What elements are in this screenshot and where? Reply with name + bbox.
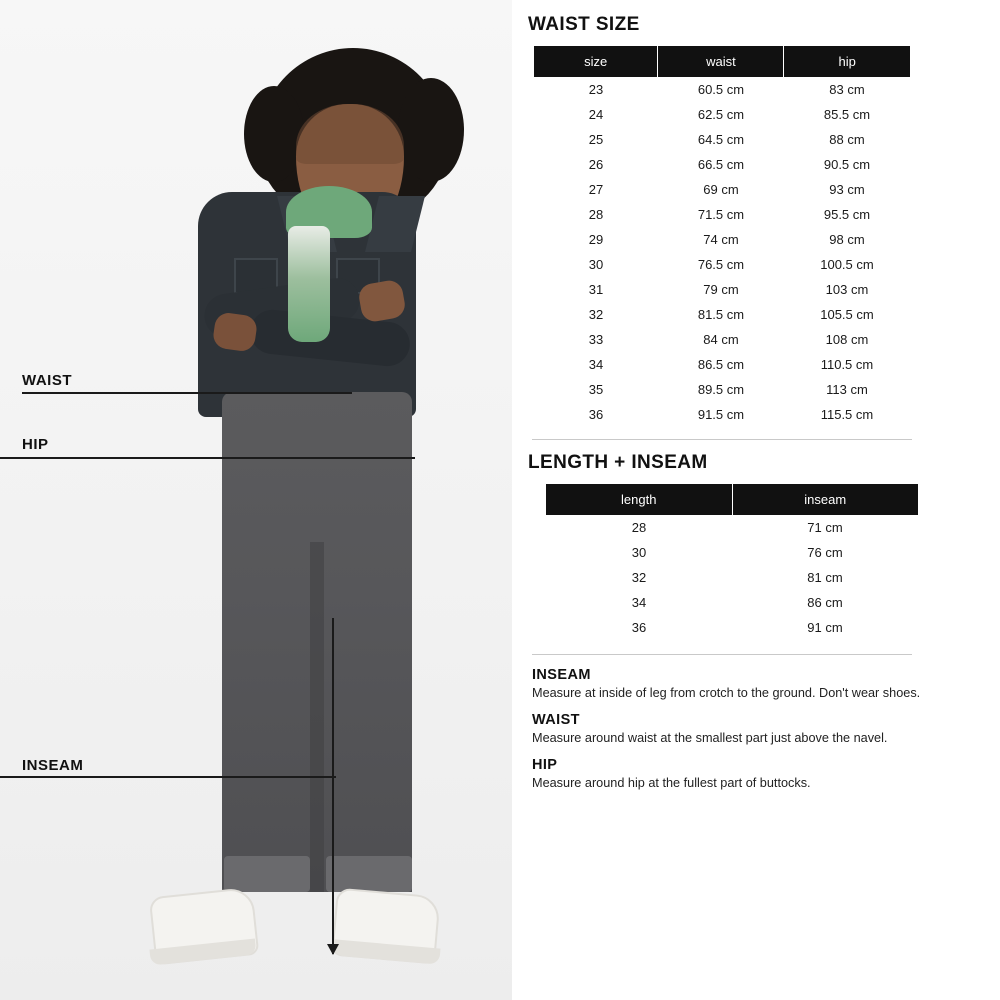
table-row <box>534 102 910 127</box>
cell-size: 36 <box>588 407 604 422</box>
jeans-cuff-left <box>224 856 310 892</box>
table-row <box>534 352 910 377</box>
table-row <box>534 227 910 252</box>
cell-waist: 89.5 cm <box>697 382 745 397</box>
cell-inseam: 76 cm <box>807 545 843 560</box>
inseam-guide-label: INSEAM <box>22 757 84 774</box>
cell-hip: 110.5 cm <box>820 357 874 372</box>
length-col-length: length <box>546 484 732 515</box>
table-row <box>534 402 910 427</box>
cell-length: 28 <box>631 520 647 535</box>
cell-size: 23 <box>588 82 604 97</box>
cell-hip: 85.5 cm <box>823 107 871 122</box>
inseam-guide-line <box>0 776 336 778</box>
note-title-inseam: INSEAM <box>532 667 591 683</box>
cell-hip: 98 cm <box>829 232 865 247</box>
measurement-notes <box>532 667 962 792</box>
length-table-body <box>546 515 918 640</box>
waist-table-header-row <box>534 46 910 77</box>
cell-inseam: 91 cm <box>807 620 843 635</box>
cell-hip: 83 cm <box>829 82 865 97</box>
note-title-waist: WAIST <box>532 712 580 729</box>
length-table-header-row <box>546 484 918 515</box>
table-row <box>546 515 918 540</box>
size-charts-panel <box>512 0 1000 1000</box>
cell-waist: 66.5 cm <box>697 157 745 172</box>
table-row <box>546 540 918 565</box>
note-title-hip: HIP <box>532 757 558 774</box>
jeans-cuff-right <box>326 856 412 892</box>
section-divider-2 <box>532 654 912 655</box>
table-row <box>534 252 910 277</box>
cell-size: 30 <box>588 257 604 272</box>
cell-size: 32 <box>588 307 604 322</box>
cell-waist: 79 cm <box>703 282 739 297</box>
table-row <box>534 277 910 302</box>
cell-size: 31 <box>588 282 604 297</box>
waist-guide-label: WAIST <box>22 372 72 389</box>
cell-hip: 100.5 cm <box>820 257 874 272</box>
cell-hip: 103 cm <box>825 282 869 297</box>
table-row <box>534 302 910 327</box>
cell-hip: 93 cm <box>829 182 865 197</box>
jeans-shape <box>222 392 412 892</box>
table-row <box>534 177 910 202</box>
cell-waist: 74 cm <box>703 232 739 247</box>
cell-hip: 88 cm <box>829 132 865 147</box>
cell-waist: 71.5 cm <box>697 207 745 222</box>
table-row <box>546 590 918 615</box>
cell-waist: 81.5 cm <box>697 307 745 322</box>
cell-waist: 86.5 cm <box>697 357 745 372</box>
cell-inseam: 81 cm <box>807 570 843 585</box>
cell-size: 28 <box>588 207 604 222</box>
cell-waist: 69 cm <box>703 182 739 197</box>
table-row <box>546 615 918 640</box>
waist-size-title: WAIST SIZE <box>528 14 640 35</box>
cell-hip: 95.5 cm <box>823 207 871 222</box>
length-inseam-table <box>546 484 918 640</box>
table-row <box>534 127 910 152</box>
cell-waist: 60.5 cm <box>697 82 745 97</box>
waist-col-waist: waist <box>658 46 784 77</box>
cell-size: 25 <box>588 132 604 147</box>
inseam-measure-arrow <box>332 618 334 954</box>
cell-length: 34 <box>631 595 647 610</box>
cell-hip: 115.5 cm <box>820 407 874 422</box>
table-row <box>534 377 910 402</box>
table-row <box>534 327 910 352</box>
note-body-waist: Measure around waist at the smallest part just above the navel. <box>532 731 888 746</box>
cell-inseam: 86 cm <box>807 595 843 610</box>
cell-length: 32 <box>631 570 647 585</box>
note-body-inseam: Measure at inside of leg from crotch to the ground. Don't wear shoes. <box>532 686 921 700</box>
cell-inseam: 71 cm <box>807 520 843 535</box>
cell-waist: 91.5 cm <box>697 407 745 422</box>
cell-hip: 113 cm <box>826 382 868 397</box>
section-divider-1 <box>532 439 912 440</box>
cell-size: 26 <box>588 157 604 172</box>
waist-size-table <box>534 46 910 427</box>
cell-length: 30 <box>631 545 647 560</box>
cell-hip: 105.5 cm <box>820 307 874 322</box>
scarf-tail-shape <box>288 226 330 342</box>
cell-hip: 90.5 cm <box>823 157 871 172</box>
hip-guide-line <box>0 457 415 459</box>
waist-col-hip: hip <box>784 46 910 77</box>
cell-length: 36 <box>631 620 647 635</box>
cell-hip: 108 cm <box>825 332 869 347</box>
cell-waist: 64.5 cm <box>697 132 745 147</box>
hip-guide-label: HIP <box>22 436 49 453</box>
cell-waist: 76.5 cm <box>697 257 745 272</box>
hand-lower-shape <box>212 311 259 352</box>
waist-guide-line <box>22 392 352 394</box>
table-row <box>546 565 918 590</box>
table-row <box>534 77 910 102</box>
cell-size: 27 <box>588 182 604 197</box>
cell-waist: 84 cm <box>703 332 739 347</box>
length-inseam-title: LENGTH + INSEAM <box>528 452 708 473</box>
table-row <box>534 152 910 177</box>
cell-size: 24 <box>588 107 604 122</box>
note-body-hip: Measure around hip at the fullest part of buttocks. <box>532 776 811 791</box>
cell-waist: 62.5 cm <box>697 107 745 122</box>
cell-size: 34 <box>588 357 604 372</box>
waist-table-body <box>534 77 910 427</box>
cell-size: 33 <box>588 332 604 347</box>
waist-col-size: size <box>534 46 658 77</box>
cell-size: 35 <box>588 382 604 397</box>
cell-size: 29 <box>588 232 604 247</box>
length-col-inseam: inseam <box>732 484 918 515</box>
table-row <box>534 202 910 227</box>
